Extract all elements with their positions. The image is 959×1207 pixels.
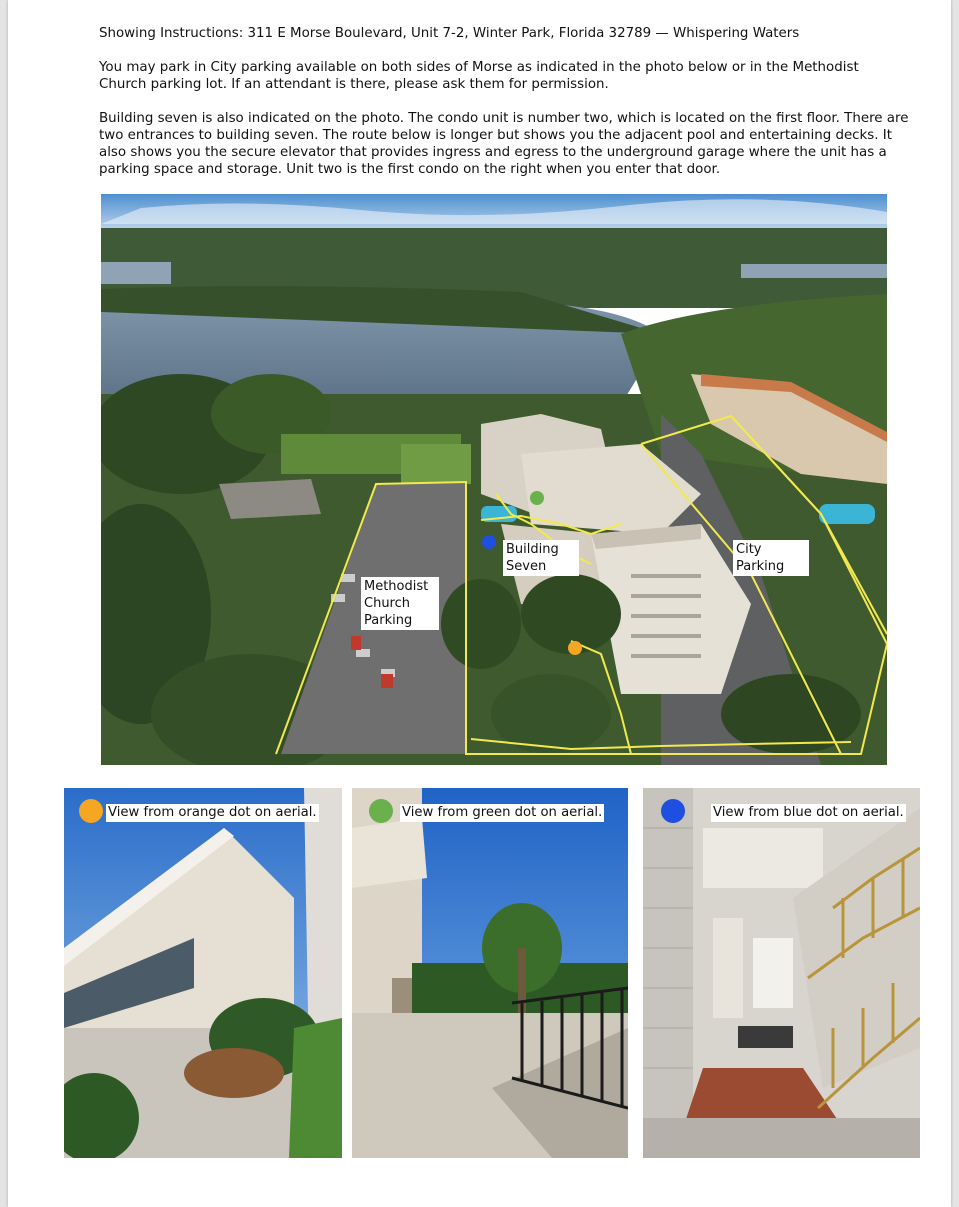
photo-orange-graphic bbox=[64, 788, 342, 1158]
photo-blue-graphic bbox=[643, 788, 920, 1158]
aerial-photo-graphic bbox=[101, 194, 887, 765]
blue-dot-icon bbox=[661, 799, 685, 823]
building-label-line1: Building bbox=[506, 542, 559, 557]
photo-blue-view bbox=[643, 788, 920, 1158]
orange-dot-icon bbox=[79, 799, 103, 823]
photo-green-caption: View from green dot on aerial. bbox=[402, 805, 603, 820]
green-dot-icon bbox=[369, 799, 393, 823]
photo-green-graphic bbox=[352, 788, 628, 1158]
church-label-line3: Parking bbox=[364, 613, 413, 628]
church-parking-label bbox=[361, 577, 439, 630]
photo-green-view bbox=[352, 788, 628, 1158]
city-parking-label bbox=[733, 540, 809, 576]
instructions-heading: Showing Instructions: 311 E Morse Boulevard, Unit 7-2, Winter Park, Florida 32789 — Whispering Waters bbox=[99, 26, 800, 41]
parking-paragraph: You may park in City parking available on both sides of Morse as indicated in the photo below or in the Methodist Church parking lot. If an attendant is there, please ask them for permission. bbox=[99, 60, 859, 92]
document-page bbox=[8, 0, 951, 1207]
building-seven-label bbox=[503, 540, 579, 576]
building-paragraph: Building seven is also indicated on the photo. The condo unit is number two, which is located on the first floor. There are two entrances to building seven. The route below is longer but shows you the adjacent pool and entertaining decks. It also shows you the secure elevator that provides ingress and egress to the underground garage where the unit has a parking space and storage. Unit two is the first condo on the right when you enter that door. bbox=[99, 111, 909, 177]
building-label-line2: Seven bbox=[506, 559, 547, 574]
city-label-line1: City bbox=[736, 542, 762, 557]
photo-orange-caption: View from orange dot on aerial. bbox=[108, 805, 317, 820]
photo-orange-view bbox=[64, 788, 342, 1158]
aerial-photo bbox=[101, 194, 887, 765]
church-label-line2: Church bbox=[364, 596, 411, 611]
photo-blue-caption: View from blue dot on aerial. bbox=[713, 805, 904, 820]
church-label-line1: Methodist bbox=[364, 579, 429, 594]
city-label-line2: Parking bbox=[736, 559, 785, 574]
